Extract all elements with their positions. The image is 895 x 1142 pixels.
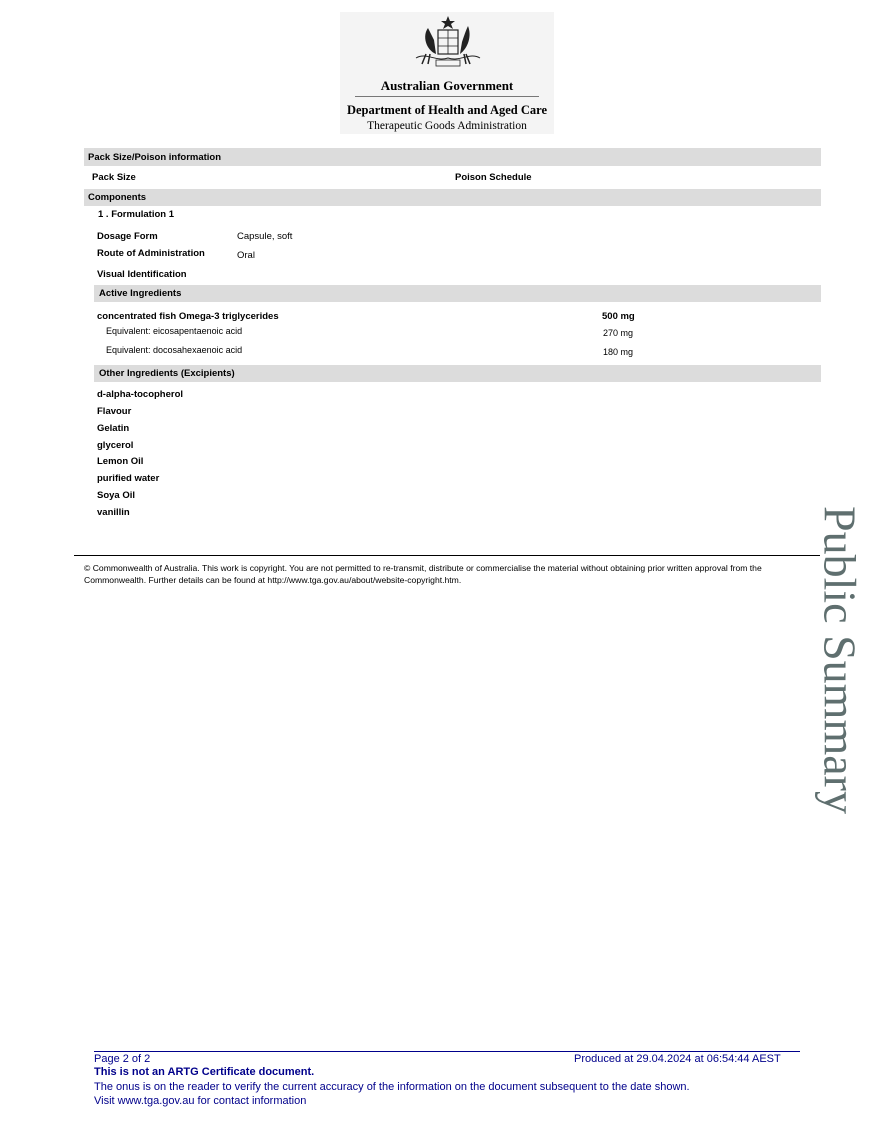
active-ingredient-name: concentrated fish Omega-3 triglycerides xyxy=(97,311,279,322)
page-number: Page 2 of 2 xyxy=(94,1053,151,1065)
dosage-form-value: Capsule, soft xyxy=(237,231,293,242)
pack-size-label: Pack Size xyxy=(92,172,136,183)
produced-timestamp: Produced at 29.04.2024 at 06:54:44 AEST xyxy=(574,1053,781,1065)
not-certificate-notice: This is not an ARTG Certificate document. xyxy=(94,1066,315,1078)
dosage-form-label: Dosage Form xyxy=(97,231,158,242)
excipient-item: Lemon Oil xyxy=(97,456,144,467)
active-ingredients-title: Active Ingredients xyxy=(99,288,182,299)
excipient-item: vanillin xyxy=(97,507,130,518)
header-divider xyxy=(355,96,539,97)
excipients-title: Other Ingredients (Excipients) xyxy=(99,368,235,379)
excipient-item: purified water xyxy=(97,473,160,484)
active-ingredient-amount: 500 mg xyxy=(602,311,635,322)
visual-id-label: Visual Identification xyxy=(97,269,187,280)
components-title: Components xyxy=(88,192,147,203)
formulation-label: 1 . Formulation 1 xyxy=(98,209,175,220)
public-summary-side-label xyxy=(780,460,895,860)
poison-schedule-label: Poison Schedule xyxy=(455,172,532,183)
route-value: Oral xyxy=(237,250,255,261)
public-summary-text: Public Summary xyxy=(814,506,866,814)
excipient-item: d-alpha-tocopherol xyxy=(97,389,184,400)
contact-info: Visit www.tga.gov.au for contact information xyxy=(94,1095,307,1107)
copyright-divider xyxy=(74,555,820,556)
agency-name: Therapeutic Goods Administration xyxy=(367,120,527,132)
excipient-item: Gelatin xyxy=(97,423,130,434)
pack-section-title: Pack Size/Poison information xyxy=(88,152,222,163)
excipient-item: glycerol xyxy=(97,440,134,451)
equivalent-amount: 180 mg xyxy=(603,347,634,357)
route-label: Route of Administration xyxy=(97,248,205,259)
onus-notice: The onus is on the reader to verify the current accuracy of the information on the document subsequent to the date shown. xyxy=(94,1081,690,1093)
coat-of-arms-icon xyxy=(406,14,490,72)
government-title: Australian Government xyxy=(380,78,514,93)
equivalent-amount: 270 mg xyxy=(603,328,634,338)
department-name: Department of Health and Aged Care xyxy=(346,103,548,117)
excipient-item: Flavour xyxy=(97,406,132,417)
copyright-notice: © Commonwealth of Australia. This work is copyright. You are not permitted to re-transmit, distribute or commercialise the material without obtaining prior written approval from the Commonwealth. Further details can be found at http://www.tga.gov.au/about/website-copyright.htm. xyxy=(84,563,762,585)
components-band xyxy=(84,189,821,206)
equivalent-name: Equivalent: eicosapentaenoic acid xyxy=(106,326,243,336)
footer-divider xyxy=(94,1051,800,1052)
active-ingredients-band xyxy=(94,285,821,302)
equivalent-name: Equivalent: docosahexaenoic acid xyxy=(106,345,243,355)
excipient-item: Soya Oil xyxy=(97,490,136,501)
